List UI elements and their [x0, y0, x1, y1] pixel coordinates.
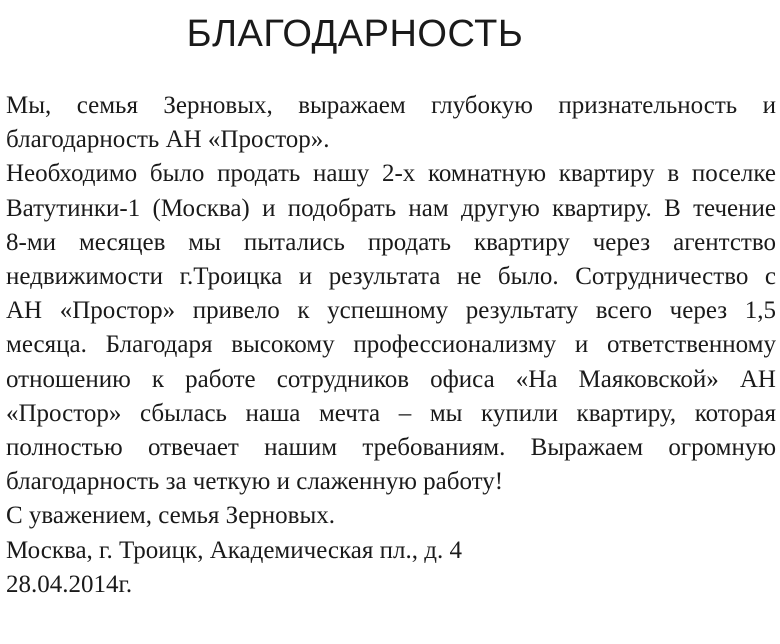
text-line: благодарность АН «Простор».	[6, 126, 330, 154]
paragraph-story	[6, 157, 776, 499]
text-line: 8-ми месяцев мы пытались продать квартиру через агентство	[6, 228, 776, 256]
closing-signature: С уважением, семья Зерновых.	[6, 502, 336, 530]
text-line: полностью отвечает нашим требованиям. Выражаем огромную	[6, 434, 776, 462]
paragraph-gratitude	[6, 89, 776, 157]
text-line: Необходимо было продать нашу 2-х комнатную квартиру в поселке	[6, 160, 776, 188]
letter-body	[6, 89, 776, 602]
page-title: БЛАГОДАРНОСТЬ	[186, 13, 524, 55]
text-line: месяца. Благодаря высокому профессионализму и ответственному	[6, 331, 776, 359]
text-line: благодарность за четкую и слаженную работу!	[6, 468, 504, 496]
text-line: «Простор» сбылась наша мечта – мы купили квартиру, которая	[6, 399, 776, 427]
letter-date: 28.04.2014г.	[6, 570, 133, 598]
text-line: АН «Простор» привело к успешному результату всего через 1,5	[6, 297, 776, 325]
text-line: отношению к работе сотрудников офиса «На Маяковской» АН	[6, 365, 776, 393]
text-line: Ватутинки-1 (Москва) и подобрать нам другую квартиру. В течение	[6, 194, 776, 222]
text-line: Мы, семья Зерновых, выражаем глубокую признательность и	[6, 92, 776, 119]
text-line: недвижимости г.Троицка и результата не было. Сотрудничество с	[6, 263, 776, 291]
address-line: Москва, г. Троицк, Академическая пл., д. 4	[6, 536, 462, 564]
